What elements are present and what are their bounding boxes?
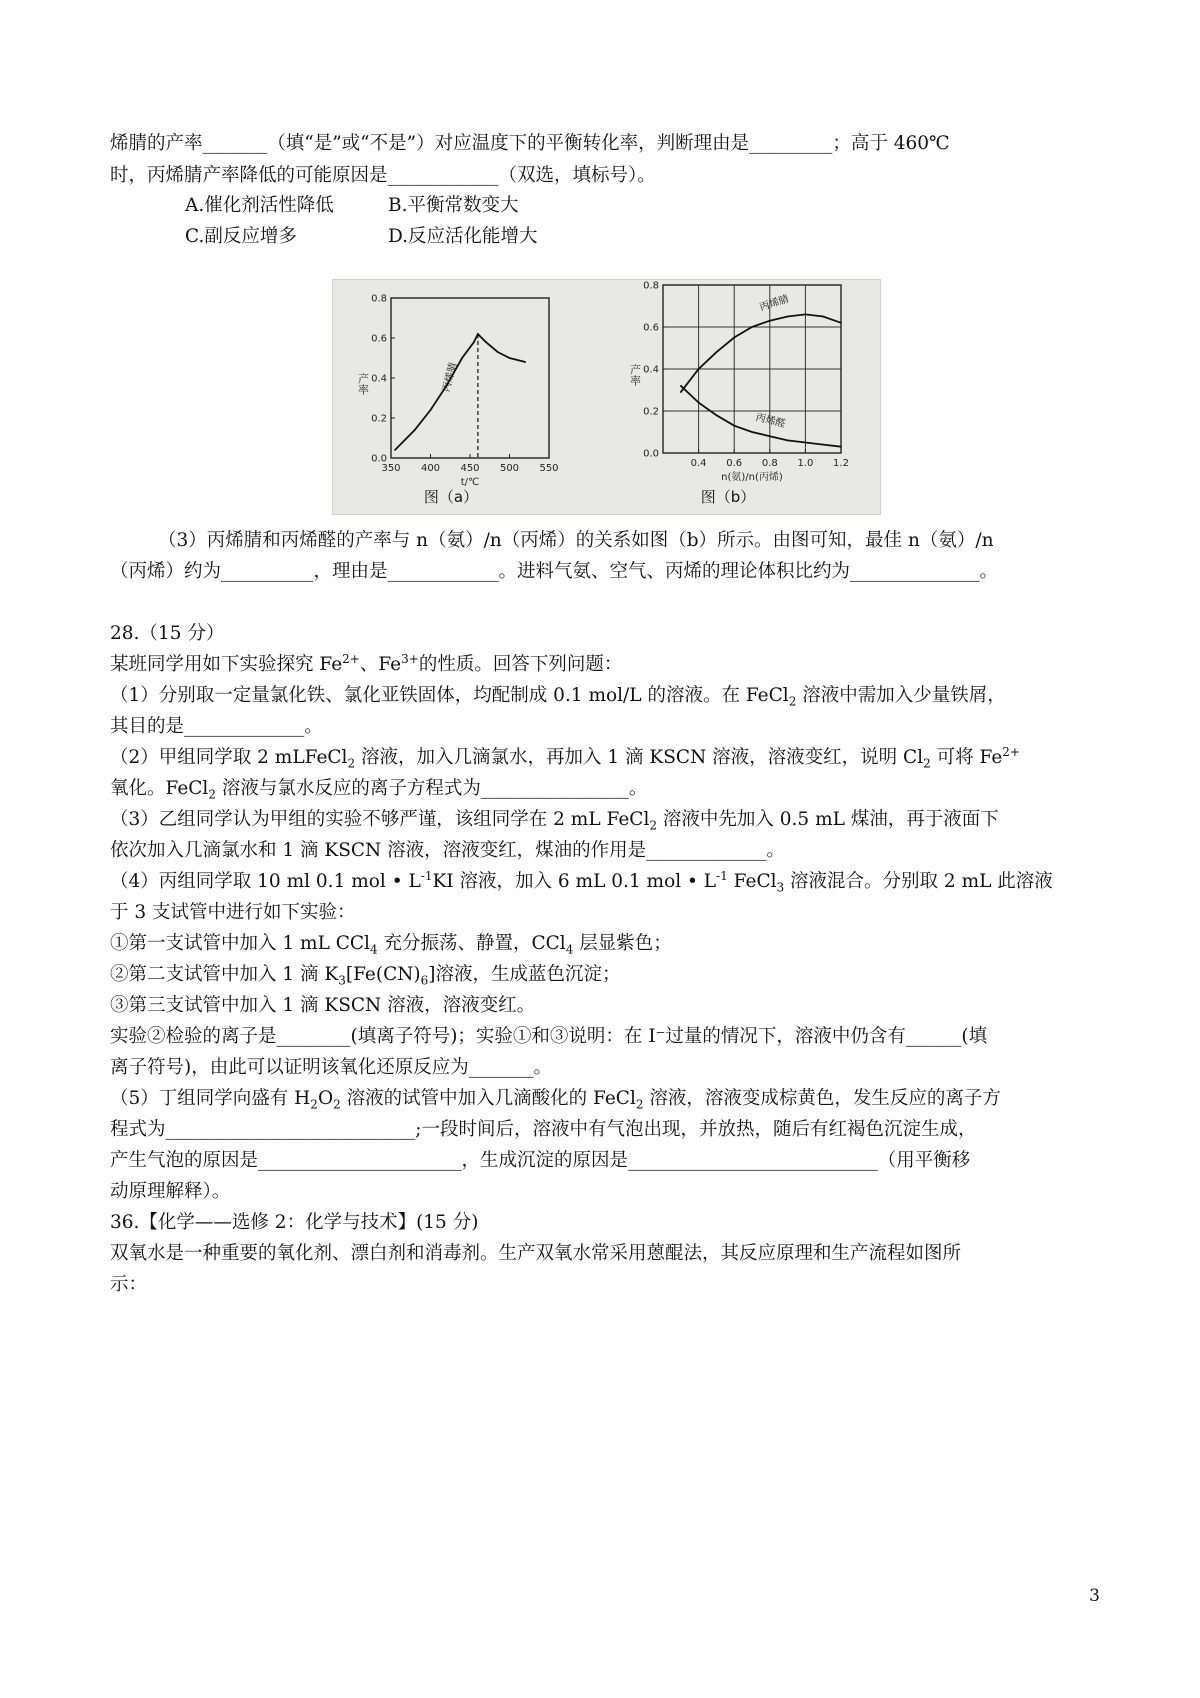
chart-b-y-tick-label: 0.8	[643, 280, 659, 292]
chart-b-y-tick-label: 0.0	[643, 448, 659, 460]
q28-part1-line2: 其目的是_____________。	[110, 716, 323, 737]
chart-b-point	[840, 322, 842, 324]
figure-svg	[333, 280, 880, 514]
chart-b-y-axis-label: 产率	[628, 364, 642, 386]
q28-part2-line1: （2）甲组同学取 2 mLFeCl$_2$ 溶液，加入几滴氯水，再加入 1 滴 KSCN 溶液，溶液变红，说明 $Cl_2$ 可将 $Fe^{2+}$	[110, 744, 1020, 771]
q28-part4-question2: 离子符号)，由此可以证明该氧化还原反应为_______。	[110, 1057, 552, 1078]
experiment-3: ③第三支试管中加入 1 滴 KSCN 溶液，溶液变红。	[110, 995, 536, 1016]
chart-b-point	[698, 402, 700, 404]
chart-b-x-tick-label: 0.8	[761, 458, 778, 469]
chart-a-point	[394, 449, 396, 451]
chart-b-point	[680, 385, 682, 387]
q28-intro: 某班同学用如下实验探究 $Fe^{2+}$、$Fe^{3+}$的性质。回答下列问题：	[110, 651, 623, 675]
q36-line-1: 双氧水是一种重要的氧化剂、漂白剂和消毒剂。生产双氧水常采用蒽醌法，其反应原理和生产流程如图所	[110, 1243, 962, 1264]
chart-b-series-line-1	[681, 314, 841, 392]
q28-part4-line1: （4）丙组同学取 10 ml 0.1 mol • $L^{-1}KI$ 溶液，加入 6 mL 0.1 mol • $L^{-1}$ FeCl$_3$ 溶液混合。分别取 2 mL 此溶液	[110, 868, 1053, 895]
chart-b-series-label-1: 丙烯腈	[758, 293, 791, 314]
figure-graphs	[332, 279, 881, 515]
chart-b-point	[698, 368, 700, 370]
chart-b-point	[716, 414, 718, 416]
chart-b-point	[751, 326, 753, 328]
q28-heading: 28.（15 分）	[110, 623, 225, 644]
chart-b-y-tick-label: 0.4	[643, 364, 659, 376]
chart-a-point	[430, 409, 432, 411]
chart-b-point	[822, 316, 824, 318]
experiment-2: ②第二支试管中加入 1 滴 $K_3[Fe(CN)_6]$溶液，生成蓝色沉淀；	[110, 964, 621, 988]
page-number: 3	[1089, 1586, 1100, 1606]
chart-b-point	[822, 444, 824, 446]
chart-a-y-tick-label: 0.2	[371, 413, 387, 425]
q28-part3-line1: （3）乙组同学认为甲组的实验不够严谨，该组同学在 2 mL FeCl$_2$ 溶液中先加入 0.5 mL 煤油，再于液面下	[110, 809, 999, 833]
chart-b-point	[805, 442, 807, 444]
q27-line-2: 时，丙烯腈产率降低的可能原因是____________（双选，填标号）。	[110, 165, 656, 186]
q27-line-3: （3）丙烯腈和丙烯醛的产率与 n（氨）/n（丙烯）的关系如图（b）所示。由图可知，最佳 n（氨）/n	[158, 530, 994, 551]
chart-b-x-tick-label: 0.4	[690, 458, 707, 469]
chart-a-point	[461, 357, 463, 359]
chart-b-x-tick-label: 0.6	[726, 458, 743, 469]
chart-a-x-tick-label: 350	[381, 463, 401, 474]
q27-line-1: 烯腈的产率_______（填“是”或“不是”）对应温度下的平衡转化率，判断理由是_________；高于 460℃	[110, 133, 950, 154]
chart-b-point	[840, 446, 842, 448]
chart-a-x-tick-label: 450	[460, 463, 480, 474]
chart-b-point	[733, 337, 735, 339]
chart-b-y-tick-label: 0.6	[643, 322, 659, 334]
chart-a-y-tick-label: 0.4	[371, 373, 387, 385]
chart-a-point	[497, 351, 499, 353]
chart-a-frame	[391, 298, 549, 458]
chart-b-point	[716, 351, 718, 353]
chart-b-x-tick-label: 1.2	[833, 458, 849, 469]
option-d: D.反应活化能增大	[388, 226, 538, 247]
chart-b-series-label-2: 丙烯醛	[754, 412, 787, 431]
chart-a-y-tick-label: 0.6	[371, 333, 387, 345]
chart-b-point	[787, 316, 789, 318]
chart-a-series-line-1	[395, 334, 525, 450]
chart-b-point	[680, 391, 682, 393]
q28-part4-question1: 实验②检验的离子是________(填离子符号)；实验①和③说明：在 I⁻过量的情况下，溶液中仍含有______(填	[110, 1026, 988, 1047]
q28-part5-line3: 产生气泡的原因是______________________，生成沉淀的原因是___________________________（用平衡移	[110, 1150, 971, 1171]
option-a: A.催化剂活性降低	[185, 195, 334, 216]
chart-a-point	[509, 357, 511, 359]
chart-a-x-tick-label: 500	[499, 463, 520, 474]
chart-a-y-axis-label: 产率	[356, 373, 370, 395]
chart-b-point	[769, 435, 771, 437]
chart-b-x-tick-label: 1.0	[797, 458, 814, 469]
q36-heading: 36.【化学——选修 2：化学与技术】(15 分)	[110, 1212, 479, 1233]
chart-b-point	[769, 320, 771, 322]
chart-a-point	[525, 361, 527, 363]
q28-part5-line1: （5）丁组同学向盛有 $H_2O_2$ 溶液的试管中加入几滴酸化的 FeCl$_2$ 溶液，溶液变成棕黄色，发生反应的离子方	[110, 1088, 1001, 1112]
q28-part5-line2: 程式为___________________________;一段时间后，溶液中有气泡出现，并放热，随后有红褐色沉淀生成，	[110, 1119, 977, 1140]
q28-part3-line2: 依次加入几滴氯水和 1 滴 KSCN 溶液，溶液变红，煤油的作用是_____________。	[110, 840, 785, 861]
chart-a-point	[414, 429, 416, 431]
chart-a-point	[485, 341, 487, 343]
q27-line-4: （丙烯）约为__________，理由是____________。进料气氨、空气、丙烯的理论体积比约为______________。	[110, 561, 999, 582]
option-b: B.平衡常数变大	[388, 195, 519, 216]
chart-b-y-tick-label: 0.2	[643, 406, 659, 418]
chart-a-y-tick-label: 0.8	[371, 293, 387, 305]
chart-b-point	[733, 425, 735, 427]
q28-part5-line4: 动原理解释）。	[110, 1181, 231, 1202]
q36-line-2: 示：	[110, 1274, 148, 1295]
q28-part2-line2: 氧化。FeCl$_2$ 溶液与氯水反应的离子方程式为________________。	[110, 778, 648, 802]
q28-part4-line2: 于 3 支试管中进行如下实验：	[110, 902, 356, 923]
chart-b-x-axis-label: n(氨)/n(丙烯)	[721, 472, 783, 483]
q28-part1-line1: （1）分别取一定量氯化铁、氯化亚铁固体，均配制成 0.1 mol/L 的溶液。在 FeCl$_2$ 溶液中需加入少量铁屑，	[110, 685, 1006, 709]
chart-a-x-tick-label: 550	[539, 463, 559, 474]
chart-a-y-tick-label: 0.0	[371, 453, 387, 465]
chart-a-caption: 图（a）	[423, 488, 479, 506]
chart-a-series-label-1: 丙烯腈	[441, 361, 460, 394]
chart-b-point	[751, 431, 753, 433]
chart-a-x-tick-label: 400	[420, 463, 441, 474]
chart-a-x-axis-label: t/℃	[460, 477, 480, 488]
option-c: C.副反应增多	[185, 226, 297, 247]
chart-b-caption: 图（b）	[700, 488, 756, 506]
chart-b-point	[787, 440, 789, 442]
experiment-1: ①第一支试管中加入 1 mL CCl$_4$ 充分振荡、静置，CCl$_4$ 层显紫色；	[110, 933, 672, 957]
chart-b-point	[805, 314, 807, 316]
chart-a-point	[473, 341, 475, 343]
